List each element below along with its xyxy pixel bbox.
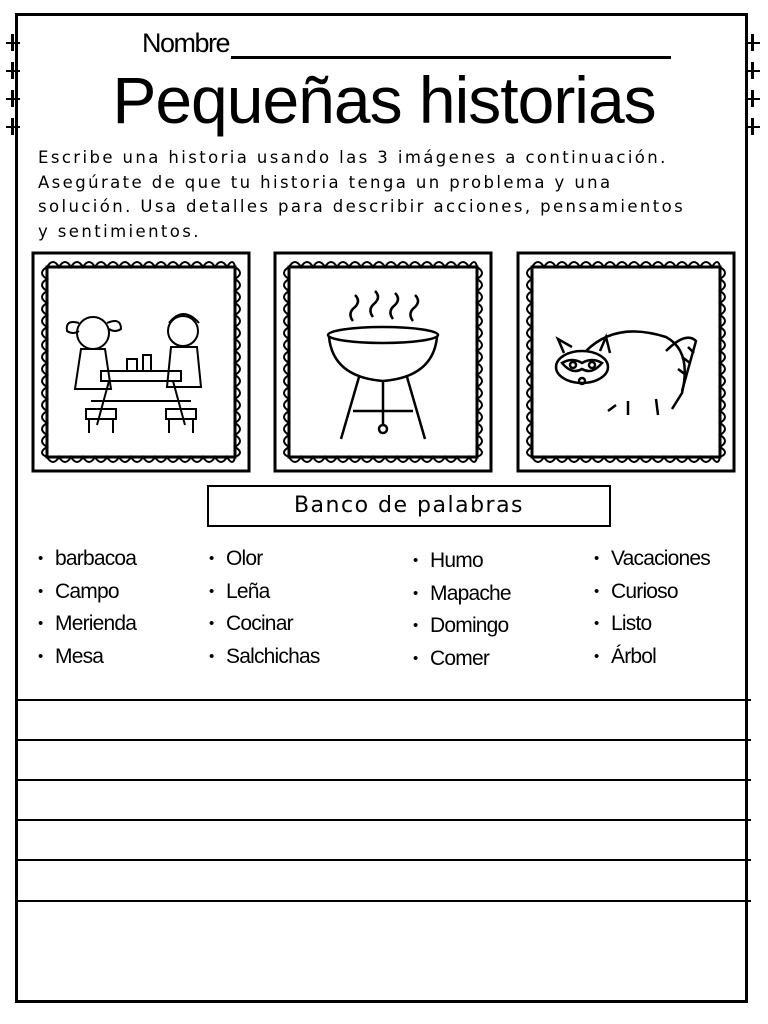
name-field (142, 26, 671, 59)
list-item: • Listo (594, 612, 652, 635)
word-bank-column-3 (413, 545, 511, 675)
picture-panel-raccoon (516, 251, 736, 473)
list-item: • Vacaciones (594, 547, 711, 570)
writing-line[interactable] (18, 900, 751, 902)
writing-line[interactable] (18, 859, 751, 861)
writing-line[interactable] (18, 779, 751, 781)
list-item: • Leña (209, 579, 270, 603)
list-item: • Olor (209, 547, 263, 570)
list-item: • Domingo (413, 614, 509, 637)
list-item: • Mapache (413, 581, 511, 605)
list-item: • Mesa (38, 644, 104, 668)
writing-line[interactable] (18, 699, 751, 701)
name-label: Nombre (142, 28, 230, 58)
name-write-line[interactable] (231, 26, 671, 59)
list-item: • barbacoa (38, 547, 137, 570)
barbecue-grill-icon (273, 251, 493, 473)
list-item: • Campo (38, 579, 119, 603)
word-bank-column-2 (209, 543, 320, 673)
list-item: • Humo (413, 549, 483, 572)
writing-line[interactable] (18, 739, 751, 741)
list-item: • Curioso (594, 579, 678, 603)
children-picnic-table-icon (31, 251, 251, 473)
instructions-text: Escribe una historia usando las 3 imágenes a continuación. Asegúrate de que tu historia tenga un problema y una solución. Usa detalles para describir acciones, pensamientos y sentimientos. (38, 148, 686, 241)
picture-panel-grill (273, 251, 493, 473)
word-bank-title: Banco de palabras (207, 485, 611, 527)
writing-line[interactable] (18, 819, 751, 821)
list-item: • Comer (413, 646, 490, 670)
list-item: • Árbol (594, 644, 657, 668)
page-title: Pequeñas historias (112, 63, 656, 137)
picture-panel-children (31, 251, 251, 473)
list-item: • Cocinar (209, 612, 293, 635)
word-bank-column-4 (594, 543, 710, 673)
list-item: • Salchichas (209, 644, 320, 668)
raccoon-icon (516, 251, 736, 473)
word-bank-column-1 (38, 543, 136, 673)
list-item: • Merienda (38, 612, 137, 635)
